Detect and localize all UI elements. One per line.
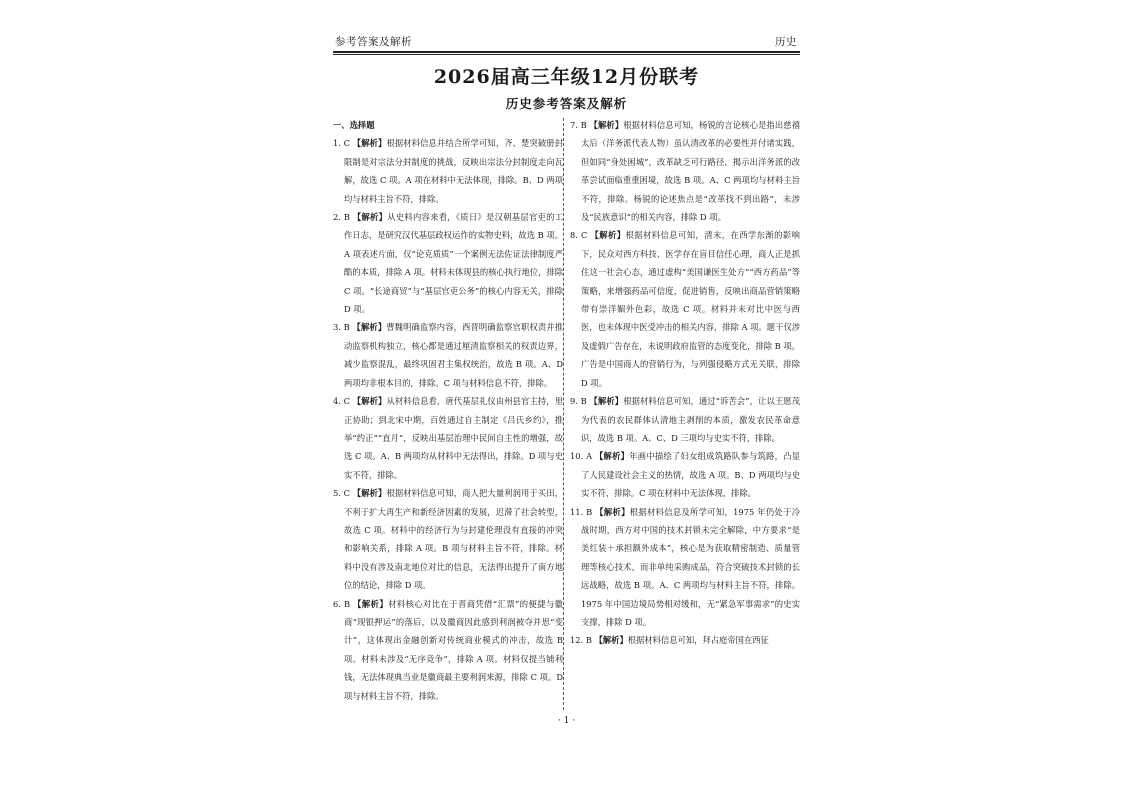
analysis-text: 材料核心对比在于晋商凭借“汇票”的便捷与徽商“现银押运”的落后，以及徽商因此感到利润被夺并思“变计”，这体现出金融创新对传统商业模式的冲击，故选 B 项。材料未涉及“无序竞争”，排除 A 项。材料仅提当铺利钱，无法体现典当业是徽商最主要利润来源，排除 C 项。D 项与材料主旨不符，排除。	[344, 598, 563, 701]
analysis-tag: 【解析】	[352, 138, 387, 149]
page-number: · 1 ·	[557, 716, 576, 726]
analysis-text: 年画中描绘了妇女组成筑路队参与筑路，凸显了人民建设社会主义的热情，故选 A 项。B、D 两项均与史实不符，排除。C 项在材料中无法体现，排除。	[581, 451, 801, 499]
section-heading: 一、选择题	[333, 120, 375, 130]
answer-item	[333, 318, 563, 392]
answer-item	[570, 503, 800, 632]
analysis-tag: 【解析】	[352, 322, 387, 333]
header-rule-thick	[333, 51, 800, 53]
answer-number: 7. B	[570, 120, 587, 130]
analysis-text: 根据材料信息可知，通过“诉苦会”，让以王愿茂为代表的农民群体认清地主剥削的本质，激发农民革命意识，故选 B 项。A、C、D 三项均与史实不符，排除。	[581, 396, 800, 443]
left-column	[333, 116, 563, 705]
answer-number: 5. C	[333, 488, 351, 499]
analysis-tag: 【解析】	[353, 598, 389, 609]
analysis-tag: 【解析】	[352, 212, 388, 223]
answer-number: 4. C	[333, 396, 351, 407]
header-rule-thin	[333, 54, 800, 55]
analysis-tag: 【解析】	[352, 488, 387, 499]
analysis-tag: 【解析】	[595, 506, 630, 517]
right-column	[570, 116, 800, 650]
answer-number: 10. A	[570, 451, 593, 462]
answer-item	[570, 226, 800, 392]
answer-number: 2. B	[333, 212, 350, 223]
analysis-tag: 【解析】	[589, 396, 624, 407]
analysis-text: 根据材料信息并结合所学可知，齐、楚突破册封限制是对宗法分封制度的挑战，反映出宗法分封制度走向瓦解，故选 C 项。A 项在材料中无法体现，排除。B、D 两项均与材料主旨不符，排除。	[344, 138, 563, 204]
answer-item	[333, 208, 563, 318]
answer-item	[570, 116, 800, 226]
answer-item	[570, 631, 800, 649]
analysis-text: 根据材料信息可知，商人把大量利润用于买田，不利于扩大再生产和新经济因素的发展，迟滞了社会转型，故选 C 项。材料中的经济行为与封建伦理没有直接的冲突和影响关系，排除 A 项。B 项与材料主旨不符，排除。材料中没有涉及南北地位对比的信息，无法得出提升了南方地位的结论，排除 D 项。	[344, 488, 563, 591]
analysis-text: 从史料内容来看，《质日》是汉朝基层官吏的工作日志，是研究汉代基层政权运作的实物史料，故选 B 项。A 项表述片面，仅“论克质质”一个案例无法佐证法律制度严酷的本质，排除 A 项。材料未体现县的核心执行地位，排除 C 项。“长途商贸”与“基层官吏公务”的核心内容无关，排除 D 项。	[344, 212, 563, 315]
answer-number: 8. C	[570, 230, 588, 241]
running-header	[335, 34, 797, 49]
header-left-label: 参考答案及解析	[335, 36, 412, 48]
analysis-tag: 【解析】	[595, 451, 630, 462]
analysis-text: 根据材料信息可知，杨锐的言论核心是指出慈禧太后（洋务派代表人物）虽认清改革的必要性并付诸实践，但如同“身处困城”，改革缺乏可行路径，揭示出洋务派的改革尝试面临重重困境，故选 B 项。A、C 两项均与材料主旨不符，排除。杨锐的论述焦点是“改革找不到出路”，未涉及“民族意识”的相关内容，排除 D 项。	[581, 120, 800, 223]
answer-number: 1. C	[333, 138, 351, 149]
answer-number: 11. B	[570, 506, 593, 517]
analysis-text: 根据材料信息可知，清末，在西学东渐的影响下，民众对西方科技、医学存在盲目信任心理，商人正是抓住这一社会心态，通过虚构“美国谦医生处方”“西方药品”等策略，来增强药品可信度，促进销售，反映出商品营销策略带有崇洋媚外色彩，故选 C 项。材料并未对比中医与西医，也未体现中医受冲击的相关内容，排除 A 项。题干仅涉及虚假广告存在，未说明政府监管的态度变化，排除 B 项。广告是中国商人的营销行为，与列强侵略方式无关联，排除 D 项。	[581, 230, 800, 388]
answer-item	[570, 392, 800, 447]
answer-number: 9. B	[570, 396, 587, 407]
analysis-tag: 【解析】	[589, 120, 624, 130]
column-divider	[563, 118, 564, 710]
analysis-tag: 【解析】	[590, 230, 626, 241]
analysis-text: 曹魏明确监察内容，西晋明确监察官职权责并推动监察机构独立，核心都是通过厘清监察相关的权责边界，减少监察混乱，最终巩固君主集权统治，故选 B 项。A、D 两项均非根本目的，排除。C 项与材料信息不符，排除。	[344, 322, 563, 388]
answer-number: 12. B	[570, 635, 592, 646]
analysis-text: 根据材料信息及所学可知，1975 年仍处于冷战时期，西方对中国的技术封锁未完全解除，中方要求“是美红装＋承担额外成本”，核心是为获取精密制造、质量管理等核心技术，而非单纯采购成品，符合突破技术封锁的长远战略，故选 B 项。A、C 两项均与材料主旨不符，排除。1975 年中国边境局势相对缓和，无“紧急军事需求”的史实支撑，排除 D 项。	[581, 506, 800, 627]
answer-number: 3. B	[333, 322, 350, 333]
analysis-tag: 【解析】	[594, 635, 628, 646]
answer-item	[333, 392, 563, 484]
answer-item	[333, 484, 563, 594]
document-subtitle: 历史参考答案及解析	[505, 96, 628, 111]
document-title: 2026届高三年级12月份联考	[433, 66, 700, 88]
analysis-text: 从材料信息看，唐代基层礼仪由州县官主持，里正协助；到北宋中期，百姓通过自主制定《吕氏乡约》，推举“约正”“直月”，反映出基层治理中民间自主性的增强，故选 C 项。A、B 两项均从材料中无法得出，排除。D 项与史实不符，排除。	[344, 396, 563, 480]
answer-number: 6. B	[333, 598, 351, 609]
header-subject-label: 历史	[775, 36, 797, 48]
answer-item	[333, 595, 563, 705]
analysis-text: 根据材料信息可知，拜占庭帝国在西征	[627, 635, 769, 646]
answer-item	[570, 447, 800, 502]
analysis-tag: 【解析】	[352, 396, 387, 407]
answer-item	[333, 134, 563, 208]
